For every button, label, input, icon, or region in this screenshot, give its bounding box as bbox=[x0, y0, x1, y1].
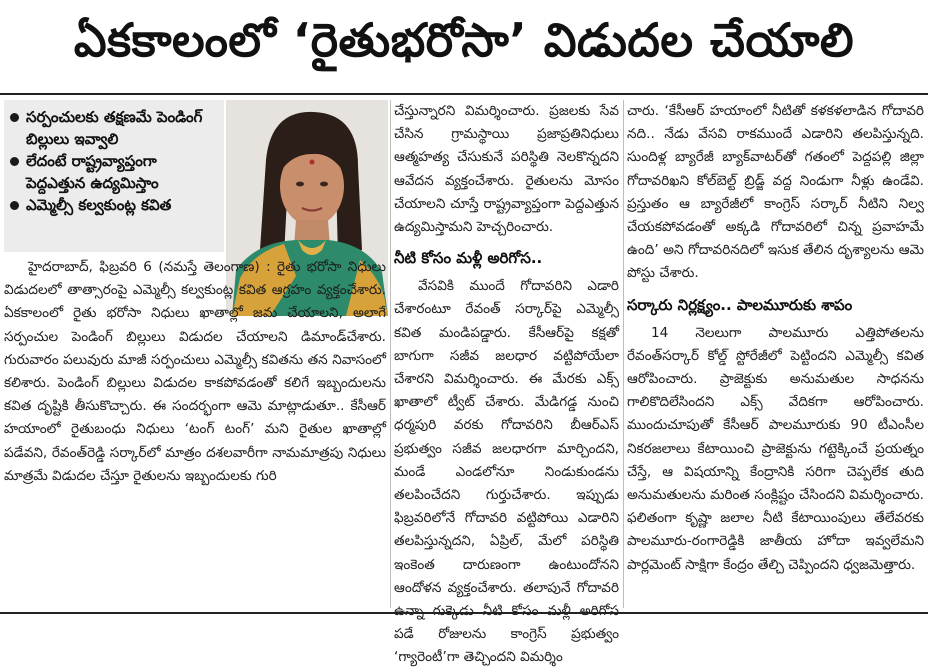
article-middle-column bbox=[394, 100, 619, 666]
section-subheading: సర్కారు నిర్లక్ష్యం.. పాలమూరుకు శాపం bbox=[627, 295, 853, 314]
highlight-text: లేదంటే రాష్ట్రవ్యాప్తంగా పెద్దఎత్తున ఉద్యమిస్తాం bbox=[26, 152, 159, 192]
article-paragraph: హైదరాబాద్, ఫిబ్రవరి 6 (నమస్తే తెలంగాణ) : రైతు భరోసా నిధులు విడుదలలో తాత్సారంపై ఎమ్మెల్సీ కల్వకుంట్ల కవిత ఆగ్రహం వ్యక్తంచేశారు. ఏకకాలంలో రైతు భరోసా నిధులు ఖాతాల్లో జమ చేయాలని, అలాగే సర్పంచుల పెండింగ్ బిల్లులు విడుదల చేయాలని డిమాండ్‌చేశారు. గురువారం పలువురు మాజీ సర్పంచులు ఎమ్మెల్సీ కవితను తన నివాసంలో కలిశారు. పెండింగ్ బిల్లులు విడుదల కాకపోవడంతో కలిగే ఇబ్బందులను కవిత దృష్టికి తీసుకొచ్చారు. ఈ సందర్భంగా ఆమె మాట్లాడుతూ.. కేసీఆర్ హయాంలో రైతుబంధు నిధులు ‘టంగ్ టంగ్’ మని రైతుల ఖాతాల్లో పడేవని, రేవంత్‌రెడ్డి సర్కార్‌లో మాత్రం దశలవారీగా నామమాత్రపు నిధులు మాత్రమే విడుదల చేస్తూ రైతులను ఇబ్బందులకు గురి bbox=[4, 259, 386, 484]
article-paragraph: చేస్తున్నారని విమర్శించారు. ప్రజలకు సేవ చేసిన గ్రామస్థాయి ప్రజాప్రతినిధులు ఆత్మహత్య చేసుకునే పరిస్థితి నెలకొన్నదని ఆవేదన వ్యక్తంచేశారు. రైతులను మోసం చేయాలని చూస్తే రాష్ట్రవ్యాప్తంగా పెద్దఎత్తున ఉద్యమిస్తామని హెచ్చరించారు. bbox=[394, 103, 619, 236]
bottom-divider bbox=[0, 612, 928, 614]
article-paragraph: వేసవికి ముందే గోదావరిని ఎడారి చేశారంటూ రేవంత్ సర్కార్‌పై ఎమ్మెల్సీ కవిత మండిపడ్డారు. కేసీఆర్‌పై కక్షతో బాగుగా సజీవ జలధార వట్టిపోయేలా చేశారని విమర్శించారు. ఈ మేరకు ఎక్స్ ఖాతాలో ట్వీట్ చేశారు. మేడిగడ్డ నుంచి ధర్మపురి వరకు గోదావరిని బీఆర్‌ఎస్ ప్రభుత్వం సజీవ జలధారగా మార్చిందని, మండే ఎండలోనూ నిండుకుండను తలపించేదని గుర్తుచేశారు. ఇప్పుడు ఫిబ్రవరిలోనే గోదావరి వట్టిపోయి ఎడారిని తలపిస్తున్నదని, ఏప్రిల్, మేలో పరిస్థితి ఇంకెంత దారుణంగా ఉంటుందోనని ఆందోళన వ్యక్తంచేశారు. తలాపునే గోదావరి పడే రోజులను కాంగ్రెస్ ప్రభుత్వం ‘గ్యారెంటీ’గా తెచ్చిందని విమర్శిం bbox=[394, 278, 619, 666]
column-divider bbox=[623, 100, 624, 608]
highlight-text: సర్పంచులకు తక్షణమే పెండింగ్ బిల్లులు ఇవ్వాలి bbox=[26, 108, 203, 148]
highlight-item bbox=[8, 150, 220, 194]
bullet-icon bbox=[10, 157, 19, 166]
bullet-icon bbox=[10, 201, 19, 210]
section-subheading: నీటి కోసం మళ్లీ అరిగోస.. bbox=[394, 249, 543, 268]
article-left-column bbox=[4, 256, 386, 608]
headline-divider bbox=[0, 93, 928, 95]
article-paragraph: చారు. ‘కేసీఆర్ హయాంలో నీటితో కళకళలాడిన గోదావరి నది.. నేడు వేసవి రాకముందే ఎడారిని తలపిస్తున్నది. సుందిళ్ల బ్యారేజీ బ్యాక్‌వాటర్‌తో గతంలో పెద్దపల్లి జిల్లా గోదావరిఖని కోల్‌బెల్ట్ బ్రిడ్జ్ వద్ద నిండుగా నీళ్లు ఉండేవి. ప్రస్తుతం ఆ బ్యారేజీలో కాంగ్రెస్ సర్కార్ నీటిని నిల్వ చేయకపోవడంతో అక్కడి గోదావరిలో చిన్న ప్రవాహమే ఉంది’ అని గోదావరినదిలో ఇసుక తేలిన దృశ్యాలను ఆమె పోస్టు చేశారు. bbox=[627, 103, 924, 282]
article-paragraph: 14 నెలలుగా పాలమూరు ఎత్తిపోతలను రేవంత్‌సర్కార్ కోల్డ్ స్టోరేజీలో పెట్టిందని ఎమ్మెల్సీ కవిత ఆరోపించారు. ప్రాజెక్టుకు అనుమతుల సాధనను గాలికొదిలేసిందని ఎక్స్ వేదికగా ఆరోపించారు. ముందుచూపుతో కేసీఆర్ పాలమూరుకు 90 టీఎంసీల నికరజలాలు కేటాయించి ప్రాజెక్టును గట్టెక్కించే ప్రయత్నం చేస్తే, ఆ విషయాన్ని కేంద్రానికి సరిగా చెప్పలేక తుది అనుమతులను మరింత సంక్లిష్టం చేసిందని విమర్శించారు. ఫలితంగా కృష్ణా జలాల నీటి కేటాయింపులు తేలేవరకు పాలమూరు-రంగారెడ్డికి జాతీయ హోదా ఇవ్వలేమని పార్లమెంట్ సాక్షిగా కేంద్రం తేల్చి చెప్పిందని ధ్వజమెత్తారు. bbox=[627, 324, 924, 573]
column-divider bbox=[390, 100, 391, 608]
headline: ఏకకాలంలో ‘రైతుభరోసా’ విడుదల చేయాలి bbox=[73, 13, 855, 67]
bullet-icon bbox=[10, 113, 19, 122]
highlight-text: ఎమ్మెల్సీ కల్వకుంట్ల కవిత bbox=[26, 196, 172, 214]
article-right-column bbox=[627, 100, 924, 608]
highlight-item bbox=[8, 106, 220, 150]
highlight-item bbox=[8, 194, 220, 216]
highlights-box bbox=[4, 100, 224, 252]
